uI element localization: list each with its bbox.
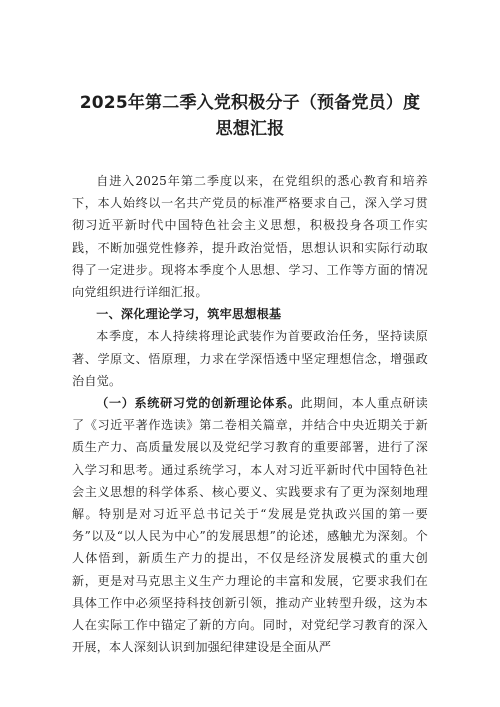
subsection-1-lead: （一）系统研习党的创新理论体系。 (96, 396, 301, 411)
subsection-1-paragraph (72, 392, 428, 658)
title-line-1: 2025年第二季入党积极分子（预备党员）度 (79, 93, 421, 113)
subsection-1-text: 此期间，本人重点研读了《习近平著作选读》第二卷相关篇章，并结合中央近期关于新质生产力、高质量发展以及党纪学习教育的重要部署，进行了深入学习和思考。通过系统学习，本人对习近平新时代中国特色社会主义思想的科学体系、核心要义、实践要求有了更为深刻地理解。特别是对习近平总书记关于“发展是党执政兴国的第一要务”以及“以人民为中心”的发展思想”的论述，感触尤为深刻。个人体悟到，新质生产力的提出，不仅是经济发展模式的重大创新，更是对马克思主义生产力理论的丰富和发展，它要求我们在具体工作中必须坚持科技创新引领，推动产业转型升级，这为本人在实际工作中锚定了新的方向。同时，对党纪学习教育的深入开展，本人深刻认识到加强纪律建设是全面从严 (72, 396, 428, 655)
document-body (72, 170, 428, 658)
title-line-2: 思想汇报 (215, 119, 285, 139)
intro-paragraph: 自进入2025年第二季度以来，在党组织的悉心教育和培养下，本人始终以一名共产党员的标准严格要求自己，深入学习贯彻习近平新时代中国特色社会主义思想，积极投身各项工作实践，不断加强党性修养，提升政治觉悟，思想认识和实际行动取得了一定进步。现将本季度个人思想、学习、工作等方面的情况向党组织进行详细汇报。 (72, 174, 428, 300)
document-title (72, 90, 428, 142)
section-1-heading: 一、深化理论学习，筑牢思想根基 (96, 307, 282, 322)
section-1-intro-paragraph: 本季度，本人持续将理论武装作为首要政治任务，坚持读原著、学原文、悟原理，力求在学深悟透中坚定理想信念，增强政治自觉。 (72, 329, 428, 388)
